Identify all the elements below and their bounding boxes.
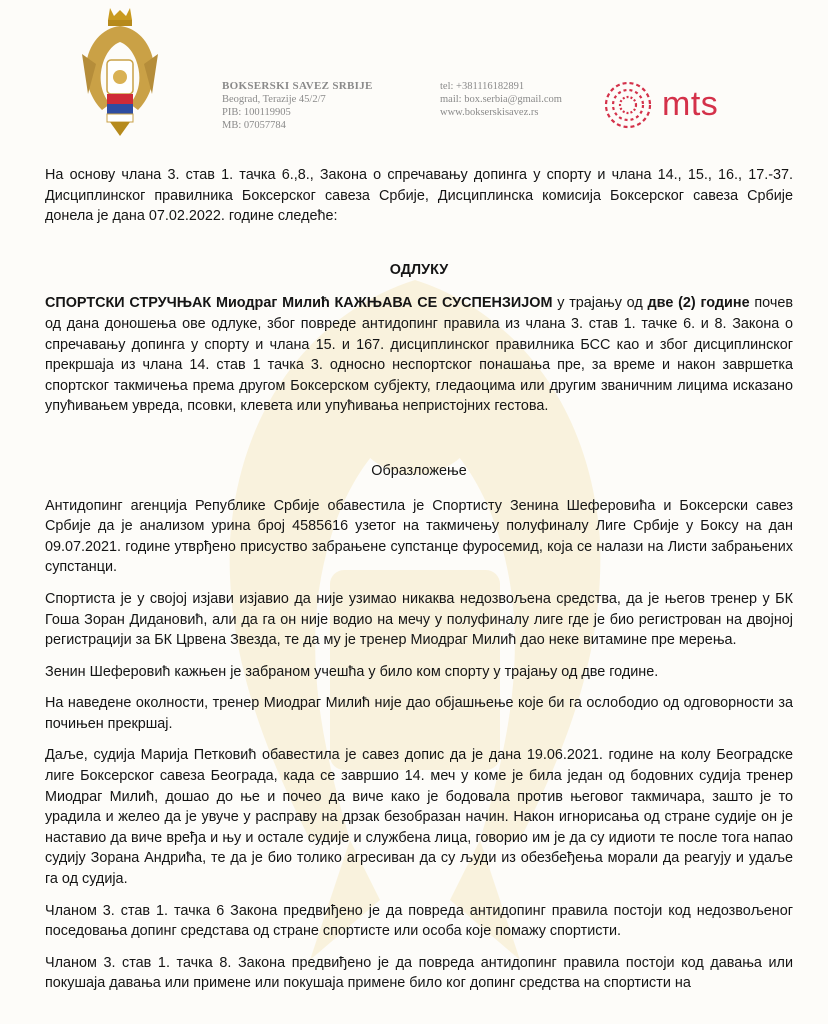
organization-address: Beograd, Terazije 45/2/7 bbox=[222, 94, 326, 105]
reasoning-paragraph: Спортиста је у својој изјави изјавио да није узимао никаква недозвољена средства, да је његов тренер у БК Гоша Зоран Дидановић, али да га он није водио на мечу у полуфиналу лиге где је био регистрован на двојној регистрацији за БК Црвена Звезда, те да му је тренер Миодраг Милић дао неке витамине пре мерења. bbox=[45, 590, 793, 649]
document-body bbox=[45, 165, 793, 994]
reasoning-paragraph: Даље, судија Марија Петковић обавестила је савез допис да је дана 19.06.2021. године на колу Београдске лиге Боксерског савеза Београда, када се завршио 14. меч у коме је била један од бодовних судија тренер Миодраг Милић, дошао до ње и почео да виче како је бодовала против његовог такмичара, зашто је то урадила и желео да је увуче у расправу на дрзак безобразан начин. Након игнорисања од стране судије он је наставио да виче вређа и њу и остале судије и службена лица, говорио им је да су идиоти те после тога напао судију Зорана Андрића, те да је био толико агресиван да су људи из обезбеђења морали да реагују и удаље га од судија. bbox=[45, 747, 793, 888]
decision-subject: СПОРТСКИ СТРУЧЊАК Миодраг Милић КАЖЊАВА СЕ СУСПЕНЗИЈОМ bbox=[45, 295, 553, 312]
sponsor-logo bbox=[600, 78, 740, 132]
organization-mb: MB: 07057784 bbox=[222, 120, 286, 131]
decision-duration: две (2) године bbox=[647, 295, 750, 312]
reasoning-paragraph: Чланом 3. став 1. тачка 8. Закона предвиђено је да повреда антидопинг правила постоји код давања или покушаја давања или примене или покушаја примене било ког допинг средства на спортисти на bbox=[45, 954, 793, 992]
reasoning-paragraph: Антидопинг агенција Републике Србије обавестила је Спортисту Зенина Шеферовића и Боксерски савез Србије да је анализом урина број 4585616 узетог на такмичењу полуфиналу Лиге Србије у Боксу на дан 09.07.2021. године утврђено присуство забрањене супстанце фуросемид, која се налази на Листи забрањених супстанци. bbox=[45, 497, 793, 576]
serbian-coat-of-arms-icon bbox=[80, 4, 160, 138]
reasoning-paragraph: На наведене околности, тренер Миодраг Милић није дао објашњење које би га ослободио од одговорности за почињен прекршај. bbox=[45, 695, 793, 732]
sponsor-name: mts bbox=[662, 85, 719, 123]
decision-title: ОДЛУКУ bbox=[389, 261, 449, 278]
organization-pib: PIB: 100119905 bbox=[222, 107, 291, 118]
decision-paragraph bbox=[45, 293, 793, 417]
contact-website: www.bokserskisavez.rs bbox=[440, 107, 539, 118]
reasoning-paragraph: Зенин Шеферовић кажњен је забраном учешћа у било ком спорту у трајању од две године. bbox=[45, 663, 659, 680]
decision-text-2: почев од дана доношења ове одлуке, због повреде антидопинг правила из члана 3. став 1. тачке 6. и 8. Закона о спречавању допинга у спорту и члана 15. и 167. дисциплинског правилника БСС као и због дисциплинског прекршаја из члана 14. став 1 тачка 3. односно неспортског понашања пре, за време и након завршетка спортског такмичења према другом Боксерском субјекту, гледаоцима или другим званичним лицима исказано упућивањем увреда, псовки, клевета или упућивања непристојних гестова. bbox=[45, 295, 794, 415]
contact-info bbox=[440, 80, 562, 119]
reasoning-paragraph: Чланом 3. став 1. тачка 6 Закона предвиђено је да повреда антидопинг правила постоји код недозвољеног поседовања допинг средстава од стране спортисте или особа које помажу спортисти. bbox=[45, 902, 793, 940]
intro-paragraph: На основу члана 3. став 1. тачка 6.,8., Закона о спречавању допинга у спорту и члана 14., 15., 16., 17.-37. Дисциплинског правилника Боксерског савеза Србије, Дисциплинска комисија Боксерског савеза Србије донела је дана 07.02.2022. године следеће: bbox=[45, 167, 793, 225]
organization-info bbox=[222, 80, 373, 132]
decision-text-1: у трајању од bbox=[552, 295, 648, 312]
contact-email: mail: box.serbia@gmail.com bbox=[440, 94, 562, 105]
organization-name: BOKSERSKI SAVEZ SRBIJE bbox=[222, 80, 373, 92]
contact-phone: tel: +381116182891 bbox=[440, 81, 525, 92]
mts-swirl-icon bbox=[600, 78, 656, 132]
reasoning-title: Образложење bbox=[371, 462, 467, 479]
letterhead bbox=[0, 0, 828, 140]
